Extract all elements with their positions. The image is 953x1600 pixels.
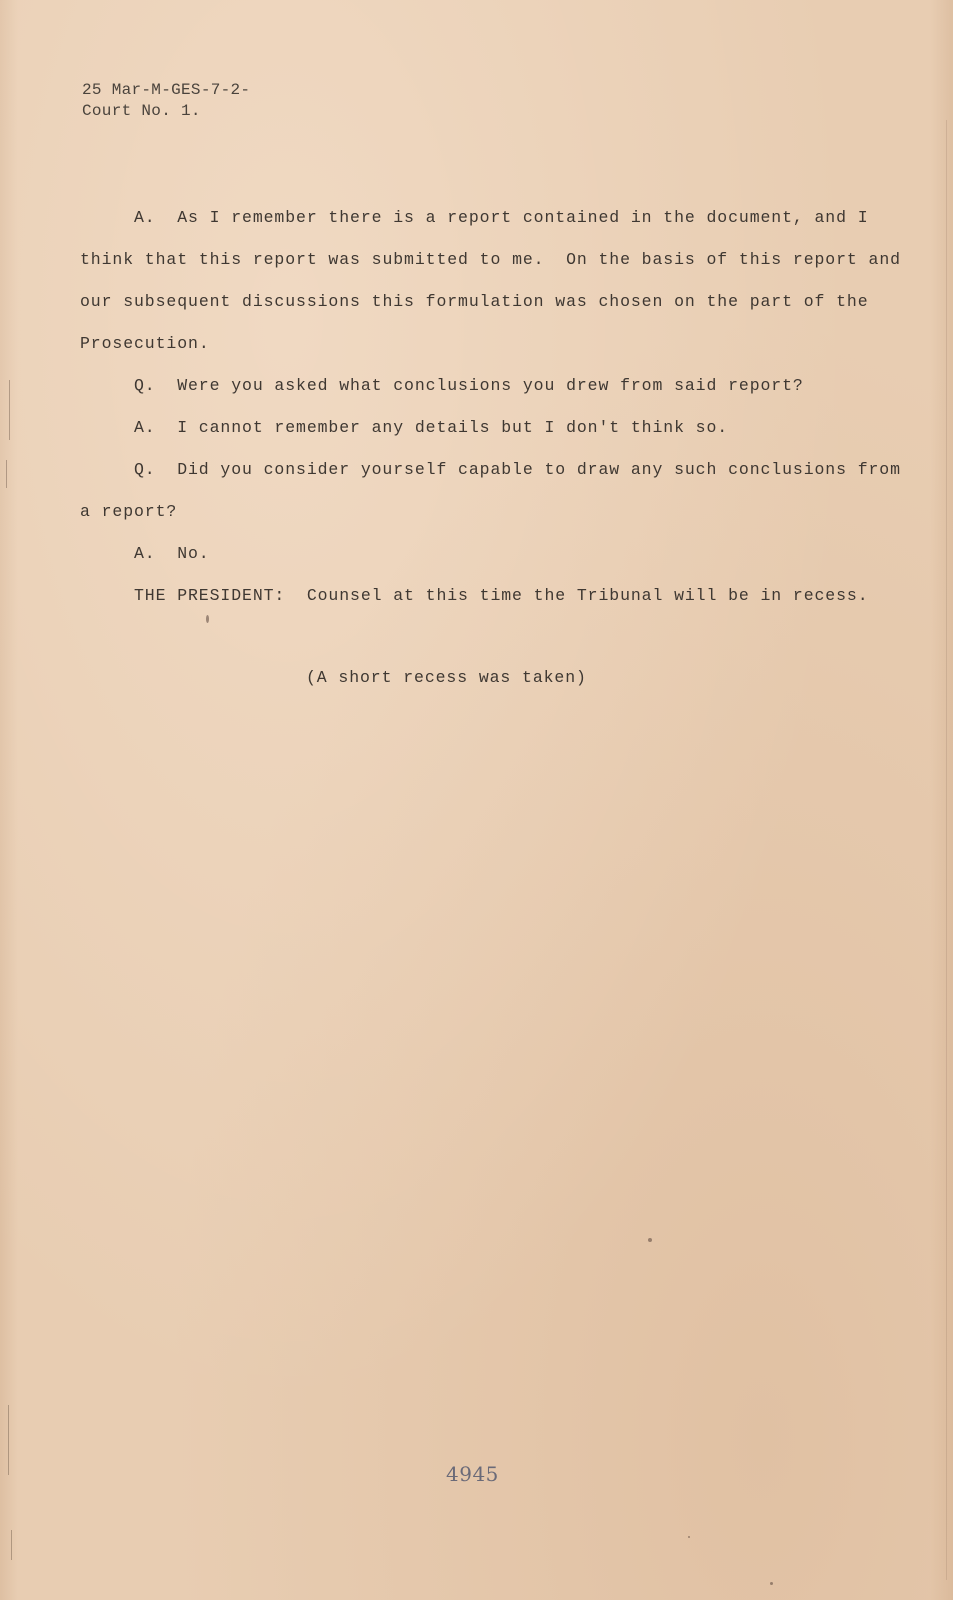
edge-mark (11, 1530, 12, 1560)
header-court: Court No. 1. (82, 102, 201, 120)
paper-speck (770, 1582, 773, 1585)
answer-line-1: A. As I remember there is a report contained in the document, and I (134, 208, 869, 227)
answer-line-2: think that this report was submitted to me. On the basis of this report and (80, 250, 901, 269)
question-line-3: a report? (80, 502, 178, 521)
header-reference: 25 Mar-M-GES-7-2- (82, 81, 251, 99)
paper-speck (648, 1238, 652, 1242)
edge-mark (6, 460, 7, 488)
answer-line-6: A. No. (134, 544, 210, 563)
page-number: 4945 (446, 1462, 499, 1486)
paper-speck (688, 1536, 690, 1538)
answer-line-4: Prosecution. (80, 334, 210, 353)
question-line-2: Q. Did you consider yourself capable to draw any such conclusions from (134, 460, 901, 479)
question-line-1: Q. Were you asked what conclusions you drew from said report? (134, 376, 804, 395)
edge-mark (8, 1405, 9, 1475)
edge-mark (946, 120, 947, 1580)
answer-line-5: A. I cannot remember any details but I don't think so. (134, 418, 729, 437)
page-header (82, 80, 250, 122)
edge-mark (9, 380, 10, 440)
president-statement: THE PRESIDENT: Counsel at this time the Tribunal will be in recess. (134, 586, 869, 605)
answer-line-3: our subsequent discussions this formulation was chosen on the part of the (80, 292, 869, 311)
paper-speck (206, 615, 209, 623)
recess-note: (A short recess was taken) (306, 668, 587, 687)
